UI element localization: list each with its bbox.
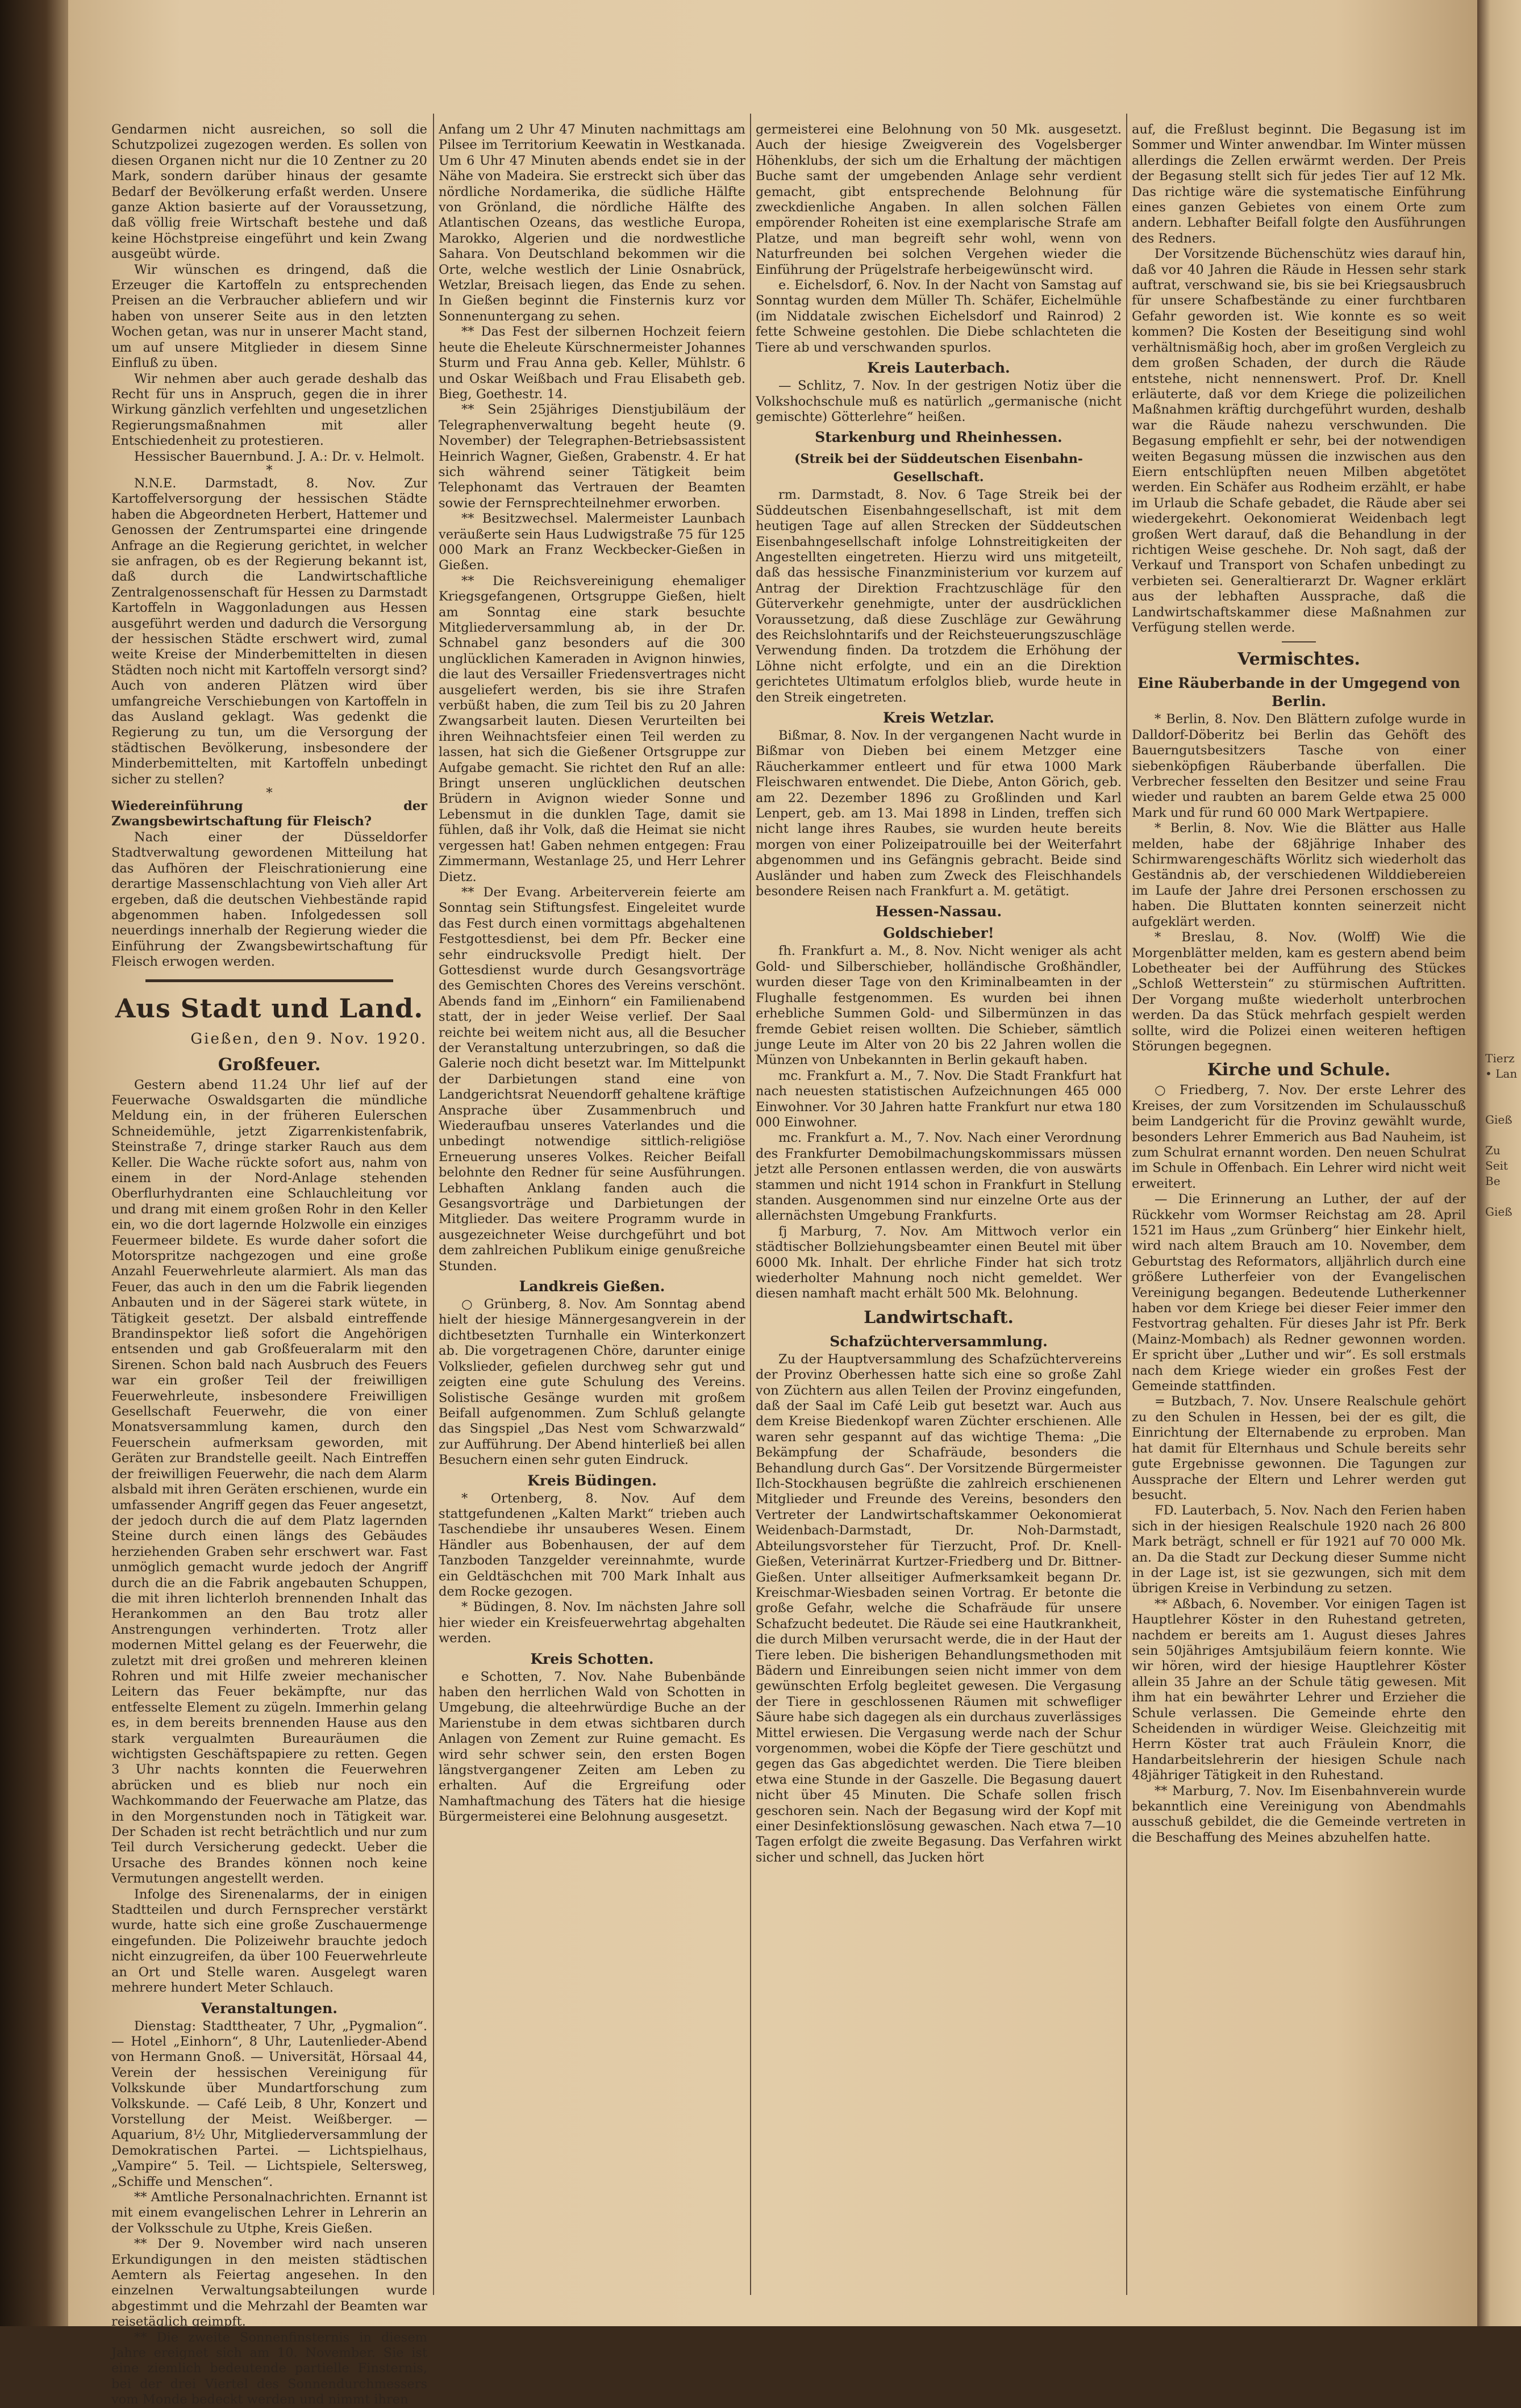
column-rule [433,114,434,2295]
article-paragraph: mc. Frankfurt a. M., 7. Nov. Nach einer Verordnung des Frankfurter Demobilmachungskommissars müssen jetzt alle Personen entlassen werden, die von auswärts stammen und nicht 1914 schon in Frankfurt in Stellung standen. Ausgenommen sind nur einzelne Orte aus der allernächsten Umgebung Frankfurts. [756,1130,1122,1224]
article-headline: Großfeuer. [218,1054,321,1075]
article-paragraph: Anfang um 2 Uhr 47 Minuten nachmittags am Pilsee im Territorium Keewatin in Westkanada. Um 6 Uhr 47 Minuten abends endet sie in der Nähe von Madeira. Sie erstreckt sich über das nördliche Nordamerika, die südliche Hälfte von Grönland, die nördliche Hälfte des Atlantischen Ozeans, das westliche Europa, Marokko, Algerien und die nordwestliche Sahara. Von Deutschland bekommen wir die Orte, welche westlich der Linie Osnabrück, Wetzlar, Breisach liegen, das Ende zu sehen. In Gießen beginnt die Finsternis kurz vor Sonnenuntergang zu sehen. [439,122,745,324]
section-title: Vermischtes. [1237,649,1360,670]
article-paragraph: Der Vorsitzende Büchenschütz wies darauf hin, daß vor 40 Jahren die Räude in Hessen sehr stark auftrat, verschwand sie, bis sie bei Kriegsausbruch für unsere Schafbestände zu einer furchtbaren Gefahr geworden ist. Wie konnte es so weit kommen? Die Kosten der Beseitigung sind wohl verhältnismäßig hoch, aber im großen Vergleich zu dem großen Schaden, der durch die Räude entstehe, nicht nennenswert. Prof. Dr. Knell erläuterte, daß vor dem Kriege die polizeilichen Maßnahmen kräftig durchgeführt wurden, deshalb war die Räude nahezu verschwunden. Die Begasung empfiehlt er sehr, bei der notwendigen weiten Begasung müssen die inzwischen aus den Eiern entschlüpften neuen Milben abgetötet werden. Ein Schäfer aus Rodheim erzählt, er habe im Urlaub die Schafe gebadet, die Räude aber sei wiedergekehrt. Oekonomierat Weidenbach legt großen Wert darauf, daß die Behandlung in der richtigen Weise geschehe. Dr. Noh sagt, daß der Verkauf und Transport von Schafen unbedingt zu verbieten sei. Generaltierarzt Dr. Wagner erklärt aus der lebhaften Aussprache, daß die Landwirtschaftskammer diese Maßnahmen zur Verfügung stellen werde. [1132,247,1466,635]
article-paragraph: ** Der Evang. Arbeiterverein feierte am Sonntag sein Stiftungsfest. Eingeleitet wurde das Fest durch einen vormittags abgehaltenen Festgottesdienst, bei dem Pfr. Becker eine sehr eindrucksvolle Predigt hielt. Der Gottesdienst wurde durch Gesangsvorträge des Gemischten Chores des Vereins verschönt. Abends fand im „Einhorn“ ein Familienabend statt, der in jeder Weise verlief. Der Saal reichte bei weitem nicht aus, all die Besucher der Veranstaltung unterzubringen, so daß die Galerie noch dicht besetzt war. Im Mittelpunkt der Darbietungen stand eine von Landgerichtsrat Neuendorff gehaltene kräftige Ansprache über Zusammenbruch und Wiederaufbau unseres Vaterlandes und die unbedingt notwendige sittlich-religiöse Erneuerung unseres Volkes. Reicher Beifall belohnte den Redner für seine Ausführungen. Lebhaften Anklang fanden auch die Gesangsvorträge und Darbietungen der Mitglieder. Das weitere Programm wurde in ausgezeichneter Weise durchgeführt und bot dem zahlreichen Publikum einige genußreiche Stunden. [439,884,745,1274]
article-paragraph: germeisterei eine Belohnung von 50 Mk. ausgesetzt. Auch der hiesige Zweigverein des Vogelsberger Höhenklubs, der sich um die Erhaltung der mächtigen Buche samt der umgebenden Anlage sehr verdient gemacht, gibt entsprechende Belohnung für zweckdienliche Angaben. In allen solchen Fällen empörender Roheiten ist eine exemplarische Strafe am Platze, und man begreift sehr wohl, wenn von Naturfreunden bei solchen Vergehen wieder die Einführung der Prügelstrafe herbeigewünscht wird. [756,122,1122,277]
article-paragraph: fh. Frankfurt a. M., 8. Nov. Nicht weniger als acht Gold- und Silberschieber, holländische Großhändler, wurden dieser Tage von den Kriminalbeamten in der Flughalle festgenommen. Es wurden bei ihnen erhebliche Summen Gold- und Silbermünzen in das fremde Gebiet reisen wollten. Die Schieber, sämtlich junge Leute im Alter von 20 bis 22 Jahren wollen die Münzen von Unbekannten in Berlin gekauft haben. [756,944,1122,1068]
article-paragraph: * Berlin, 8. Nov. Den Blättern zufolge wurde in Dalldorf-Döberitz bei Berlin das Gehöft des Bauerngutsbesitzers Tasche von einer siebenköpfigen Räuberbande überfallen. Die Verbrecher fesselten den Besitzer und seine Frau wieder und raubten an barem Gelde etwa 25 000 Mark und für rund 60 000 Mark Wertpapiere. [1132,712,1466,820]
article-headline: Landwirtschaft. [864,1307,1014,1328]
article-paragraph: ○ Friedberg, 7. Nov. Der erste Lehrer des Kreises, der zum Vorsitzenden im Schulausschuß beim Landgericht für die Provinz gewählt wurde, besonders Lehrer Emmerich aus Bad Nauheim, ist zum Schulrat ernannt worden. Den neuen Schulrat im Schule in Offenbach. Ein Lehrer wird nicht weit erweitert. [1132,1083,1466,1191]
article-paragraph: ** Marburg, 7. Nov. Im Eisenbahnverein wurde bekanntlich eine Vereinigung von Abendmahls ausschuß gebildet, die die Gemeinde vertreten in die Beschaffung des Meines abzuhelfen hatte. [1132,1783,1466,1845]
article-paragraph: ** Besitzwechsel. Malermeister Launbach veräußerte sein Haus Ludwigstraße 75 für 125 000 Mark an Franz Weckbecker-Gießen in Gießen. [439,511,745,573]
column-rule [1126,114,1127,2295]
scan-left-edge [0,0,77,2326]
article-headline: Hessen-Nassau. [875,903,1002,920]
article-signature: Hessischer Bauernbund. J. A.: Dr. v. Helmolt. [134,449,425,464]
article-paragraph: ** Der 9. November wird nach unseren Erkundigungen in den meisten städtischen Aemtern als Feiertag angesehen. In den einzelnen Verwaltungsabteilungen wurde abgestimmt und die Mehrzahl der Beamten war reisetäglich geimpft. [111,2236,427,2330]
article-paragraph: Infolge des Sirenenalarms, der in einigen Stadtteilen und durch Fernsprecher verstärkt wurde, hatte sich eine große Zuschauermenge eingefunden. Die Polizeiwehr brauchte jedoch nicht einzugreifen, da über 100 Feuerwehrleute an Ort und Stelle waren. Ausgelegt waren mehrere hundert Meter Schlauch. [111,1887,427,1996]
column-4 [1132,122,1466,1846]
article-paragraph: Bißmar, 8. Nov. In der vergangenen Nacht wurde in Bißmar von Dieben bei einem Metzger eine Räucherkammer entleert und für etwa 1000 Mark Fleischwaren entwendet. Die Diebe, Anton Görich, geb. am 22. Dezember 1896 zu Großlinden und Karl Lenpert, geb. am 13. Mai 1898 in Linden, treffen sich nicht lange ihres Raubes, sie wurden heute bereits morgen von einer Polizeipatrouille bei der Weiterfahrt abgenommen und ins Gefängnis gebracht. Beide sind Ausländer und haben zum Zweck des Fleischhandels besondere Reisen nach Frankfurt a. M. getätigt. [756,728,1122,899]
section-title: Kirche und Schule. [1207,1060,1391,1080]
article-subheadline: Goldschieber! [883,925,994,942]
separator [1282,641,1316,642]
article-subheadline: Schafzüchterversammlung. [830,1333,1048,1350]
article-paragraph: Zu der Hauptversammlung des Schafzüchtervereins der Provinz Oberhessen hatte sich eine so große Zahl von Züchtern aus allen Teilen der Provinz eingefunden, daß der Saal im Café Leib gut besetzt war. Auch aus dem Kreise Biedenkopf waren Züchter erschienen. Alle waren sehr gespannt auf das wichtige Thema: „Die Bekämpfung der Schafräude, besonders die Behandlung durch Gas“. Der Vorsitzende Bürgermeister Ilch-Stockhausen begrüßte die zahlreich erschienenen Mitglieder und Freunde des Vereins, besonders den Vertreter der Landwirtschaftskammer Oekonomierat Weidenbach-Darmstadt, Dr. Noh-Darmstadt, Abteilungsvorsteher für Tierzucht, Prof. Dr. Knell-Gießen, Veterinärrat Kurtzer-Friedberg und Dr. Bittner-Gießen. Unter allseitiger Aufmerksamkeit begann Dr. Kreischmar-Wiesbaden seinen Vortrag. Er betonte die große Gefahr, welche die Schafräude für unsere Schafzucht bedeutet. Die Räude sei eine Hautkrankheit, die durch Milben verursacht werde, die in der Haut der Tiere leben. Die bisherigen Behandlungsmethoden mit Bädern und Einreibungen seien nicht immer von dem gewünschten Erfolg begleitet gewesen. Die Vergasung der Tiere in geschlossenen Räumen mit schwefliger Säure habe sich dagegen als ein durchaus zuverlässiges Mittel erwiesen. Die Vergasung werde nach der Schur vorgenommen, wobei die Köpfe der Tiere geschützt und gegen das Gas abgedichtet werden. Die Tiere bleiben etwa eine Stunde in der Gaszelle. Die Begasung dauert nicht über 45 Minuten. Die Schafe sollen frisch geschoren sein. Nach der Begasung wird der Kopf mit einer Desinfektionslösung gewaschen. Nach etwa 7—10 Tagen erfolgt die zweite Begasung. Das Verfahren wirkt sicher und schnell, das Jucken hört [756,1351,1122,1865]
column-1 [111,122,427,2408]
article-paragraph: Gendarmen nicht ausreichen, so soll die Schutzpolizei zugezogen werden. Es sollen von diesen Organen nicht nur die 10 Zentner zu 20 Mark, sondern darüber hinaus der gesamte Bedarf der Bevölkerung erfaßt werden. Unsere ganze Aktion basierte auf der Voraussetzung, daß völlig freie Wirtschaft bestehe und daß keine Höchstpreise eingeführt und kein Zwang ausgeübt würde. [111,122,427,262]
article-headline: Landkreis Gießen. [519,1278,665,1295]
article-headline: Starkenburg und Rheinhessen. [815,429,1062,446]
article-paragraph: Dienstag: Stadttheater, 7 Uhr, „Pygmalion“. — Hotel „Einhorn“, 8 Uhr, Lautenlieder-Abend von Hermann Gnoß. — Universität, Hörsaal 44, Verein der hessischen Vereinigung für Volkskunde über Mundartforschung zum Volkskunde. — Café Leib, 8 Uhr, Konzert und Vorstellung der Meist. Weißberger. — Aquarium, 8½ Uhr, Mitgliederversammlung der Demokratischen Partei. — Lichtspielhaus, „Vampire“ 5. Teil. — Lichtspiele, Seltersweg, „Schiffe und Menschen“. [111,2018,427,2189]
column-3 [756,122,1122,1866]
article-subheadline: (Streik bei der Süddeutschen Eisenbahn-Gesellschaft. [794,452,1083,485]
article-paragraph: = Butzbach, 7. Nov. Unsere Realschule gehört zu den Schulen in Hessen, bei der es gilt, die Einrichtung der Elternabende zu erproben. Man hat damit für Elternhaus und Schule bereits sehr gute Ergebnisse gewonnen. Die Tagungen zur Aussprache der Eltern und Lehrer werden gut besucht. [1132,1394,1466,1503]
article-paragraph: ** Die zweite Sonnenfinsternis in diesem Jahre ereignet sich am 10. November. Sie ist eine ziemlich bedeutende partielle Finsternis, bei der drei Viertel des Sonnendurchmessers vom Monde bedeckt werden und nimmt ihren [111,2330,427,2407]
article-paragraph: auf, die Freßlust beginnt. Die Begasung ist im Sommer und Winter anwendbar. Im Winter müssen allerdings die Zellen erwärmt werden. Der Preis der Begasung stellt sich für jedes Tier auf 12 Mk. Das richtige wäre die systematische Einführung eines ganzen Gebietes von einem Orte zum andern. Lebhafter Beifall folgte den Ausführungen des Redners. [1132,122,1466,246]
article-paragraph: * Ortenberg, 8. Nov. Auf dem stattgefundenen „Kalten Markt“ trieben auch Taschendiebe ihr unsauberes Wesen. Einem Händler aus Bobenhausen, der auf dem Tanzboden Tanzgelder vereinnahmte, wurde ein Geldtäschchen mit 700 Mark Inhalt aus dem Rocke gezogen. [439,1491,745,1599]
adjacent-page-text: Tierz • Lan Gieß Zu Seit Be Gieß [1485,1051,1518,1218]
article-paragraph: * Berlin, 8. Nov. Wie die Blätter aus Halle melden, habe der 68jährige Inhaber des Schirmwarengeschäfts Wörlitz sich wiederholt das Geständnis ab, der verschiedenen Wilddiebereien im Laufe der Jahre drei Personen erschossen zu haben. Die Bluttaten konnten seinerzeit nicht aufgeklärt werden. [1132,821,1466,929]
article-paragraph: rm. Darmstadt, 8. Nov. 6 Tage Streik bei der Süddeutschen Eisenbahngesellschaft, ist mit dem heutigen Tage auf allen Strecken der Süddeutschen Eisenbahngesellschaft infolge Lohnstreitigkeiten der Angestellten eingetreten. Hierzu wird uns mitgeteilt, daß das hessische Finanzministerium vor kurzem auf Antrag der Direktion Frachtzuschläge für den Güterverkehr genehmigte, unter der ausdrücklichen Voraussetzung, daß diese Zuschläge zur Gewährung des Reichslohntarifs und der Reichsteuerungszuschläge Verwendung finden. Da trotzdem die Erhöhung der Löhne nicht erfolgte, und ein an die Direktion gerichtetes Ultimatum erfolglos blieb, wurde heute in den Streik eingetreten. [756,487,1122,705]
article-headline: Kreis Lauterbach. [867,360,1010,377]
article-paragraph: ** Aßbach, 6. November. Vor einigen Tagen ist Hauptlehrer Köster in den Ruhestand getreten, nachdem er bereits am 1. August dieses Jahres sein 50jähriges Amtsjubiläum feiern konnte. Wie wir hören, wird der hiesige Hauptlehrer Köster allein 35 Jahre an der Schule tätig gewesen. Mit ihm hat ein bewährter Lehrer und Erzieher die Schule verlassen. Die Gemeinde ehrte den Scheidenden in würdiger Weise. Gleichzeitig mit Herrn Köster trat auch Fräulein Knorr, die Handarbeitslehrerin der hiesigen Schule nach 48jähriger Tätigkeit in den Ruhestand. [1132,1596,1466,1783]
article-headline: Wiedereinführung der Zwangsbewirtschaftung für Fleisch? [111,799,427,829]
article-paragraph: ** Das Fest der silbernen Hochzeit feiern heute die Eheleute Kürschnermeister Johannes Sturm und Frau Anna geb. Keller, Mühlstr. 6 und Oskar Weißbach und Frau Elisabeth geb. Bieg, Goethestr. 14. [439,324,745,402]
section-divider [145,979,393,982]
separator-star: * [266,462,273,478]
article-paragraph: Wir nehmen aber auch gerade deshalb das Recht für uns in Anspruch, gegen die in ihrer Wirkung gänzlich verfehlten und ungesetzlichen Regierungsmaßnahmen mit aller Entschiedenheit zu protestieren. [111,371,427,449]
article-paragraph: ** Die Reichsvereinigung ehemaliger Kriegsgefangenen, Ortsgruppe Gießen, hielt am Sonntag eine stark besuchte Mitgliederversammlung ab, in der Dr. Schnabel ganz besonders auf die 300 unglücklichen Kameraden in Avignon hinwies, die laut des Versailler Friedensvertrages nicht ausgeliefert werden, bis sie ihre Strafen verbüßt haben, die zum Teil bis zu 20 Jahren Zwangsarbeit lauten. Diesen Verurteilten bei ihren Weihnachtsfeier einen Teil werden zu lassen, hat sich die Gießener Ortsgruppe zur Aufgabe gemacht. Sie richtet den Ruf an alle: Bringt unseren unglücklichen deutschen Brüdern in Avignon wieder Sonne und Lebensmut in die dunklen Tage, damit sie fühlen, daß ihr Volk, daß die Heimat sie nicht vergessen hat! Gaben nehmen entgegen: Frau Zimmermann, Westanlage 25, und Herr Lehrer Dietz. [439,573,745,884]
article-paragraph: — Schlitz, 7. Nov. In der gestrigen Notiz über die Volkshochschule muß es natürlich „germanische (nicht gemischte) Götterlehre“ heißen. [756,378,1122,424]
article-paragraph: mc. Frankfurt a. M., 7. Nov. Die Stadt Frankfurt hat nach neuesten statistischen Aufzeichnungen 465 000 Einwohner. Vor 30 Jahren hatte Frankfurt nur etwa 180 000 Einwohner. [756,1068,1122,1130]
article-paragraph: * Breslau, 8. Nov. (Wolff) Wie die Morgenblätter melden, kam es gestern abend beim Lobetheater bei der Aufführung des Stückes „Schloß Wetterstein“ zu stürmischen Auftritten. Der Vorgang mußte wiederholt unterbrochen werden. Da das Stück mehrfach gespielt werden sollte, wird die Polizei einen weiteren heftigen Störungen begegnen. [1132,930,1466,1054]
article-headline: Kreis Schotten. [530,1650,654,1667]
article-headline: Eine Räuberbande in der Umgegend von Berlin. [1137,675,1460,710]
article-headline: Kreis Wetzlar. [882,710,995,726]
section-title: Aus Stadt und Land. [115,992,424,1024]
article-paragraph: e Schotten, 7. Nov. Nahe Bubenbände haben den herrlichen Wald von Schotten in Umgebung, die alteehrwürdige Buche an der Marienstube in dem etwas sichtbaren durch Anlagen von Zement zur Ruine gemacht. Es wird sehr schwer sein, den ersten Bogen längstvergangener Zeiten am Leben zu erhalten. Auf die Ergreifung oder Namhaftmachung des Täters hat die hiesige Bürgermeisterei eine Belohnung ausgesetzt. [439,1669,745,1825]
article-paragraph: ** Sein 25jähriges Dienstjubiläum der Telegraphenverwaltung begeht heute (9. November) der Telegraphen-Betriebsassistent Heinrich Wagner, Gießen, Grabenstr. 4. Er hat sich während seiner Tätigkeit beim Telephonamt das Vertrauen der Beamten sowie der Fernsprechteilnehmer erworben. [439,402,745,511]
article-paragraph: ○ Grünberg, 8. Nov. Am Sonntag abend hielt der hiesige Männergesangverein in der dichtbesetzten Turnhalle ein Winterkonzert ab. Die vorgetragenen Chöre, darunter einige Volkslieder, gefielen durchweg sehr gut und zeigten eine gute Schulung des Vereins. Solistische Gesänge wurden mit großem Beifall aufgenommen. Zum Schluß gelangte das Singspiel „Das Nest vom Schwarzwald“ zur Aufführung. Der Abend hinterließ bei allen Besuchern einen sehr guten Eindruck. [439,1297,745,1468]
article-paragraph: N.N.E. Darmstadt, 8. Nov. Zur Kartoffelversorgung der hessischen Städte haben die Abgeordneten Herbert, Hattemer und Genossen der Zentrumspartei eine dringende Anfrage an die Regierung gerichtet, in welcher sie anfragen, ob es der Regierung bekannt ist, daß durch die Landwirtschaftliche Zentralgenossenschaft für Hessen zu Darmstadt Kartoffeln in Waggonladungen aus Hessen ausgeführt werden und dadurch die Versorgung der hessischen Städte erschwert wird, zumal weite Kreise der Minderbemittelten in diesen Städten noch nicht mit Kartoffeln versorgt sind? Auch von anderen Plätzen wird über umfangreiche Verschiebungen von Kartoffeln in das Ausland geklagt. Was gedenkt die Regierung zu tun, um die Versorgung der städtischen Bevölkerung, insbesondere der Minderbemittelten, mit Kartoffeln unbedingt sicher zu stellen? [111,475,427,787]
article-paragraph: ** Amtliche Personalnachrichten. Ernannt ist mit einem evangelischen Lehrer in Lehrerin an der Volksschule zu Utphe, Kreis Gießen. [111,2189,427,2236]
article-paragraph: Nach einer der Düsseldorfer Stadtverwaltung gewordenen Mitteilung hat das Aufhören der Fleischrationierung eine derartige Massenschlachtung von Vieh aller Art ergeben, daß die deutschen Viehbestände rapid abgenommen haben. Infolgedessen soll neuerdings innerhalb der Regierung wieder die Einführung der Zwangsbewirtschaftung für Fleisch erwogen werden. [111,829,427,970]
article-paragraph: — Die Erinnerung an Luther, der auf der Rückkehr vom Wormser Reichstag am 28. April 1521 im Haus „zum Grünberg“ hier Einkehr hielt, wird nach altem Brauch am 10. November, dem Geburtstag des Reformators, alljährlich durch eine größere Lutherfeier von der Evangelischen Vereinigung begangen. Bedeutende Lutherkenner haben vor dem Kriege bei dieser Feier immer den Festvortrag gehalten. Für dieses Jahr ist Pfr. Berk (Mainz-Mombach) als Redner gewonnen worden. Er spricht über „Luther und wir“. Es soll erstmals nach dem Kriege wieder ein großes Fest der Gemeinde stattfinden. [1132,1192,1466,1394]
article-paragraph: e. Eichelsdorf, 6. Nov. In der Nacht von Samstag auf Sonntag wurden dem Müller Th. Schäfer, Eichelmühle (im Niddatale zwischen Eichelsdorf und Rainrod) 2 fette Schweine gestohlen. Die Diebe schlachteten die Tiere ab und verschwanden spurlos. [756,278,1122,355]
article-paragraph: FD. Lauterbach, 5. Nov. Nach den Ferien haben sich in der hiesigen Realschule 1920 nach 26 800 Mark beträgt, schnell er für 1921 auf 70 000 Mk. an. Da die Stadt zur Deckung dieser Summe nicht in der Lage ist, ist sie gezwungen, sich mit dem übrigen Kreise in Verbindung zu setzen. [1132,1503,1466,1596]
article-paragraph: Gestern abend 11.24 Uhr lief auf der Feuerwache Oswaldsgarten die mündliche Meldung ein, in der früheren Eulerschen Schneidemühle, jetzt Zigarrenkistenfabrik, Steinstraße 7, dringe starker Rauch aus dem Keller. Die Wache rückte sofort aus, nahm von einem in der Nord-Anlage stehenden Oberflurhydranten eine Schlauchleitung vor und drang mit einem großen Rohr in den Keller ein, wo die dort lagernde Holzwolle ein einziges Feuermeer bildete. Es wurde daher sofort die Motorspritze nachgezogen und eine große Anzahl Feuerwehrleute alarmiert. Als man das Feuer, das auch in den um die Fabrik liegenden Anbauten und in der Sägerei stark wütete, in Tätigkeit gesetzt. Der alsbald eintreffende Brandinspektor ließ sofort die Angehörigen entsenden und gab Großfeueralarm mit den Sirenen. Schon bald nach Ausbruch des Feuers war ein großer Teil der freiwilligen Feuerwehrleute, insbesondere Freiwilligen Gesellschaft Feuerwehr, die von einer Monatsversammlung kamen, durch den Feuerschein aufmerksam geworden, mit Geräten zur Brandstelle geeilt. Nach Eintreffen der freiwilligen Feuerwehr, die nach dem Alarm alsbald mit ihren Geräten erschienen, wurde ein umfassender Angriff gegen das Feuer angesetzt, der jedoch durch die auf dem Platz lagernden Steine durch einen längs des Gebäudes herziehenden Graben sehr erschwert war. Fast unmöglich gemacht wurde jedoch der Angriff durch die an die Fabrik angebauten Schuppen, die mit ihren lichterloh brennenden Inhalt das Herankommen an den Bau trotz aller Anstrengungen verhinderten. Trotz aller modernen Mittel gelang es der Feuerwehr, die zuletzt mit drei großen und mehreren kleinen Rohren und mit Hilfe zweier mechanischer Leitern das Feuer bekämpfte, nur das entfesselte Element zu zügeln. Immerhin gelang es, in dem bereits brennenden Hause aus den stark vergualmten Bureauräumen die wichtigsten Geschäftspapiere zu retten. Gegen 3 Uhr nachts konnten die Feuerwehren abrücken und es blieb nur noch ein Wachkommando der Feuerwache am Platze, das in den Morgenstunden noch in Tätigkeit war. Der Schaden ist recht beträchtlich und nur zum Teil durch Versicherung gedeckt. Ueber die Ursache des Brandes können noch keine Vermutungen angestellt werden. [111,1077,427,1887]
article-headline: Veranstaltungen. [201,2000,338,2017]
article-paragraph: * Büdingen, 8. Nov. Im nächsten Jahre soll hier wieder ein Kreisfeuerwehrtag abgehalten werden. [439,1600,745,1646]
article-paragraph: Wir wünschen es dringend, daß die Erzeuger die Kartoffeln zu entsprechenden Preisen an die Verbraucher abliefern und wir haben von unserer Seite aus in den letzten Wochen getan, was nur in unserer Macht stand, um auf unsere Mitglieder in diesem Sinne Einfluß zu üben. [111,262,427,371]
column-2 [439,122,745,1825]
adjacent-page-strip [1477,0,1521,2326]
dateline: Gießen, den 9. Nov. 1920. [190,1030,427,1047]
article-paragraph: fj Marburg, 7. Nov. Am Mittwoch verlor ein städtischer Bollziehungsbeamter einen Beutel mit über 6000 Mk. Inhalt. Der ehrliche Finder hat sich trotz wiederholter Mahnung noch nicht gemeldet. Wer diesen namhaft macht erhält 500 Mk. Belohnung. [756,1224,1122,1301]
column-rule [750,114,751,2295]
separator-star: * [266,786,273,801]
article-headline: Kreis Büdingen. [527,1472,657,1489]
